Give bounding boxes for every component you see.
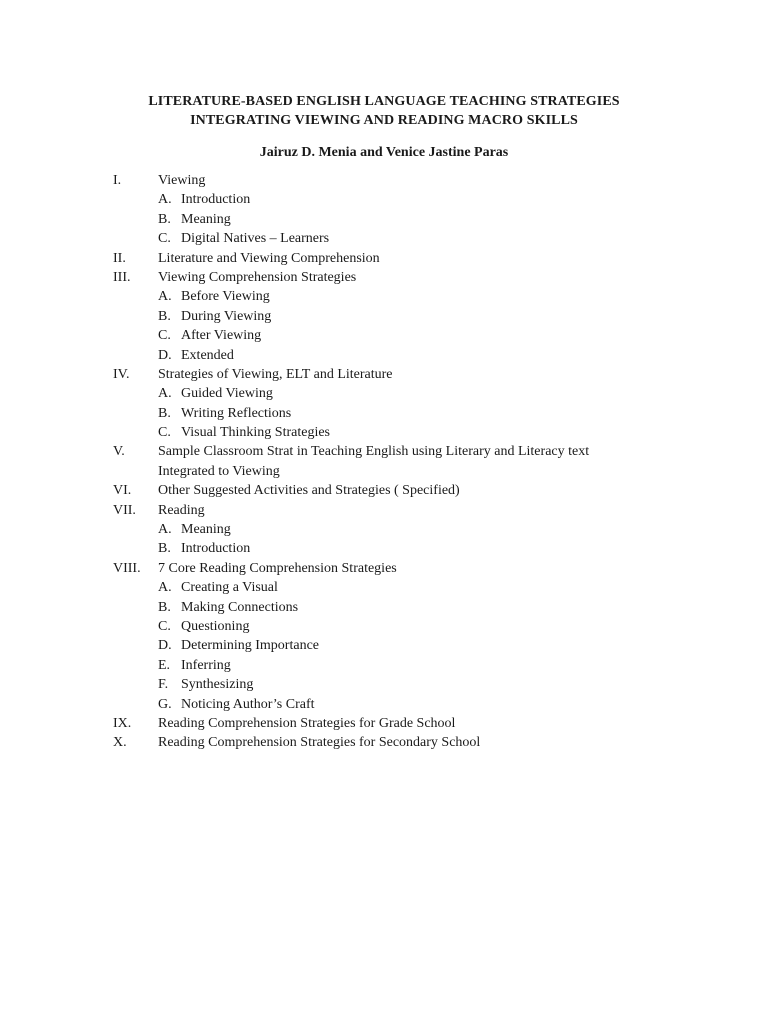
outline-sub-text: Guided Viewing <box>181 386 273 402</box>
outline-main-item <box>0 560 768 579</box>
outline-sub-item <box>0 288 768 307</box>
outline-sub-text: Noticing Author’s Craft <box>181 696 315 712</box>
outline-sub-text: Introduction <box>181 192 251 208</box>
outline-main-item <box>0 250 768 269</box>
outline-main-item <box>0 269 768 288</box>
outline-sub-item <box>0 211 768 230</box>
outline-main-item <box>0 366 768 385</box>
outline-sub-item <box>0 599 768 618</box>
outline-sub-text: Extended <box>181 347 234 363</box>
outline-main-item <box>0 734 768 753</box>
outline-letter: B. <box>158 405 171 421</box>
outline-roman-numeral: II. <box>113 250 126 266</box>
outline-sub-item <box>0 540 768 559</box>
outline-letter: G. <box>158 696 172 712</box>
outline-continuation-line <box>0 463 768 482</box>
outline-sub-text: Introduction <box>181 541 251 557</box>
outline-sub-text: Before Viewing <box>181 289 270 305</box>
outline-main-text: 7 Core Reading Comprehension Strategies <box>158 560 397 576</box>
outline-sub-text: Visual Thinking Strategies <box>181 425 330 441</box>
outline-letter: A. <box>158 386 172 402</box>
outline-main-item <box>0 482 768 501</box>
outline-roman-numeral: III. <box>113 269 131 285</box>
outline-sub-text: Writing Reflections <box>181 405 292 421</box>
outline-letter: D. <box>158 638 172 654</box>
outline-sub-item <box>0 405 768 424</box>
outline-sub-text: Making Connections <box>181 599 299 615</box>
outline-main-item <box>0 443 768 462</box>
outline-roman-numeral: I. <box>113 173 122 188</box>
outline-main-item <box>0 172 768 191</box>
outline-sub-item <box>0 618 768 637</box>
outline-sub-text: Determining Importance <box>181 638 320 654</box>
outline-letter: A. <box>158 580 172 596</box>
outline-main-text: Strategies of Viewing, ELT and Literature <box>158 366 393 382</box>
outline-letter: C. <box>158 425 171 441</box>
outline-letter: C. <box>158 231 171 247</box>
outline-main-text: Other Suggested Activities and Strategies ( Specified) <box>158 483 460 499</box>
outline-letter: F. <box>158 677 169 693</box>
outline-letter: B. <box>158 211 171 227</box>
outline-sub-item <box>0 579 768 598</box>
outline-letter: A. <box>158 192 172 208</box>
outline-sub-item <box>0 676 768 695</box>
outline-continuation-text: Integrated to Viewing <box>158 463 280 479</box>
outline-sub-text: Synthesizing <box>181 677 254 693</box>
outline-sub-item <box>0 521 768 540</box>
outline-sub-text: Questioning <box>181 618 250 634</box>
outline-sub-item <box>0 308 768 327</box>
outline-sub-item <box>0 637 768 656</box>
outline-sub-text: Meaning <box>181 522 231 538</box>
outline-letter: C. <box>158 328 171 344</box>
outline-sub-item <box>0 327 768 346</box>
outline-main-item <box>0 502 768 521</box>
outline-main-text: Viewing Comprehension Strategies <box>158 269 357 285</box>
outline-letter: B. <box>158 541 171 557</box>
outline-roman-numeral: VII. <box>113 502 136 518</box>
outline-roman-numeral: IV. <box>113 366 130 382</box>
outline-main-text: Reading Comprehension Strategies for Secondary School <box>158 735 481 751</box>
outline-sub-text: After Viewing <box>181 328 262 344</box>
outline-sub-text: Creating a Visual <box>181 580 278 596</box>
outline-letter: A. <box>158 522 172 538</box>
outline-roman-numeral: IX. <box>113 715 132 731</box>
outline-sub-item <box>0 230 768 249</box>
outline-sub-item <box>0 696 768 715</box>
outline-sub-item <box>0 657 768 676</box>
outline-main-text: Reading <box>158 502 205 518</box>
outline-roman-numeral: VIII. <box>113 560 141 576</box>
outline-sub-item <box>0 347 768 366</box>
outline-letter: A. <box>158 289 172 305</box>
outline-main-text: Viewing <box>158 173 206 188</box>
outline-sub-item <box>0 424 768 443</box>
outline-roman-numeral: X. <box>113 735 127 751</box>
outline-sub-text: Digital Natives – Learners <box>181 231 330 247</box>
outline-sub-item <box>0 191 768 210</box>
outline-list <box>0 172 768 754</box>
outline-letter: C. <box>158 618 171 634</box>
outline-sub-text: During Viewing <box>181 308 272 324</box>
outline-letter: D. <box>158 347 172 363</box>
outline-main-text: Literature and Viewing Comprehension <box>158 250 380 266</box>
outline-letter: B. <box>158 599 171 615</box>
document-title-line-2: INTEGRATING VIEWING AND READING MACRO SKILLS <box>190 113 578 128</box>
document-title-line-1: LITERATURE-BASED ENGLISH LANGUAGE TEACHING STRATEGIES <box>148 94 620 109</box>
outline-main-text: Reading Comprehension Strategies for Grade School <box>158 715 456 731</box>
outline-letter: B. <box>158 308 171 324</box>
document-authors: Jairuz D. Menia and Venice Jastine Paras <box>259 145 509 160</box>
outline-main-text: Sample Classroom Strat in Teaching English using Literary and Literacy text <box>158 444 590 460</box>
outline-sub-text: Meaning <box>181 211 231 227</box>
outline-letter: E. <box>158 657 171 673</box>
outline-roman-numeral: V. <box>113 444 125 460</box>
outline-sub-item <box>0 385 768 404</box>
outline-roman-numeral: VI. <box>113 483 132 499</box>
outline-sub-text: Inferring <box>181 657 231 673</box>
outline-main-item <box>0 715 768 734</box>
